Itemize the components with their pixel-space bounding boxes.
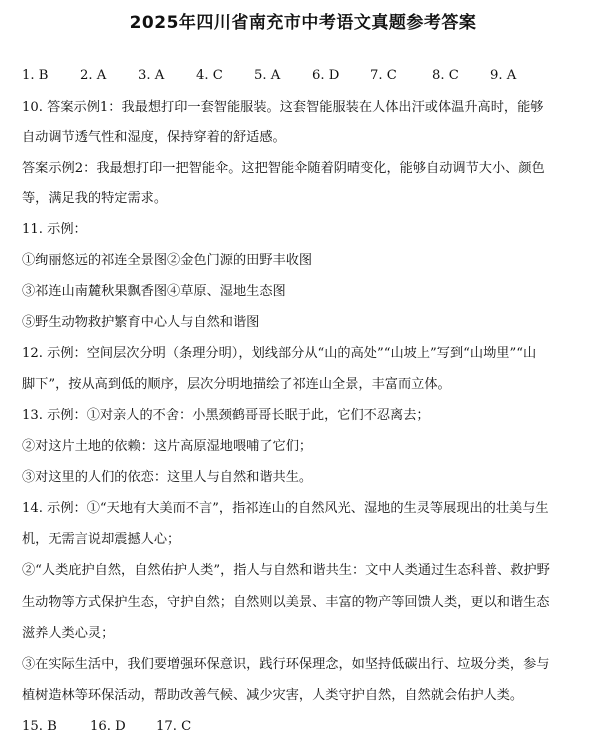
answer-line: ③在实际生活中，我们要增强环保意识，践行环保理念，如坚持低碳出行、垃圾分类，参与: [22, 657, 550, 672]
answer-line: 答案示例2：我最想打印一把智能伞。这把智能伞随着阴晴变化，能够自动调节大小、颜色: [22, 161, 545, 176]
answer-line: 14. 示例：①“天地有大美而不言”，指祁连山的自然风光、湿地的生灵等展现出的壮美与生: [22, 501, 549, 516]
mc-answer: 2. A: [80, 68, 107, 83]
mc-answer: 4. C: [196, 68, 223, 83]
answer-line: 13. 示例：①对亲人的不舍：小黑颈鹤哥哥长眠于此，它们不忍离去；: [22, 408, 430, 423]
mc-answer: 3. A: [138, 68, 165, 83]
answer-line: ②对这片土地的依赖：这片高原湿地喂哺了它们；: [22, 439, 313, 454]
mc-answer: 8. C: [432, 68, 459, 83]
mc-answer: 7. C: [370, 68, 397, 83]
answer-line: 脚下”，按从高到低的顺序，层次分明地描绘了祁连山全景，丰富而立体。: [22, 377, 451, 392]
mc-answers-15-17: [22, 718, 588, 736]
answer-line: 自动调节透气性和湿度，保持穿着的舒适感。: [22, 130, 286, 145]
answer-line: 10. 答案示例1：我最想打印一套智能服装。这套智能服装在人体出汗或体温升高时，能够: [22, 100, 544, 115]
answer-line: 12. 示例：空间层次分明（条理分明），划线部分从“山的高处”“山坡上”写到“山坳里”“山: [22, 346, 537, 361]
answer-line: 等，满足我的特定需求。: [22, 191, 168, 206]
answer-line: ⑤野生动物救护繁育中心人与自然和谐图: [22, 315, 260, 330]
answer-line: ①绚丽悠远的祁连全景图②金色门源的田野丰收图: [22, 253, 313, 268]
answer-line: ②“人类庇护自然，自然佑护人类”，指人与自然和谐共生：文中人类通过生态科普、救护野: [22, 563, 550, 578]
mc-answers-1-9: [22, 67, 588, 85]
mc-answer: 15. B: [22, 719, 57, 734]
mc-answer: 5. A: [254, 68, 281, 83]
answer-line: 生动物等方式保护生态，守护自然；自然则以美景、丰富的物产等回馈人类，更以和谐生态: [22, 595, 550, 610]
mc-answer: 9. A: [490, 68, 517, 83]
answer-line: 植树造林等环保活动，帮助改善气候、减少灾害，人类守护自然，自然就会佑护人类。: [22, 688, 524, 703]
answer-line: 11. 示例：: [22, 222, 87, 237]
page-title: 2025年四川省南充市中考语文真题参考答案: [129, 13, 477, 33]
mc-answer: 6. D: [312, 68, 340, 83]
mc-answer: 16. D: [90, 719, 126, 734]
mc-answer: 17. C: [156, 719, 192, 734]
answer-line: ③祁连山南麓秋果飘香图④草原、湿地生态图: [22, 284, 286, 299]
answer-line: ③对这里的人们的依恋：这里人与自然和谐共生。: [22, 470, 313, 485]
mc-answer: 1. B: [22, 68, 49, 83]
answer-line: 滋养人类心灵；: [22, 626, 115, 641]
answer-line: 机，无需言说却震撼人心；: [22, 532, 181, 547]
